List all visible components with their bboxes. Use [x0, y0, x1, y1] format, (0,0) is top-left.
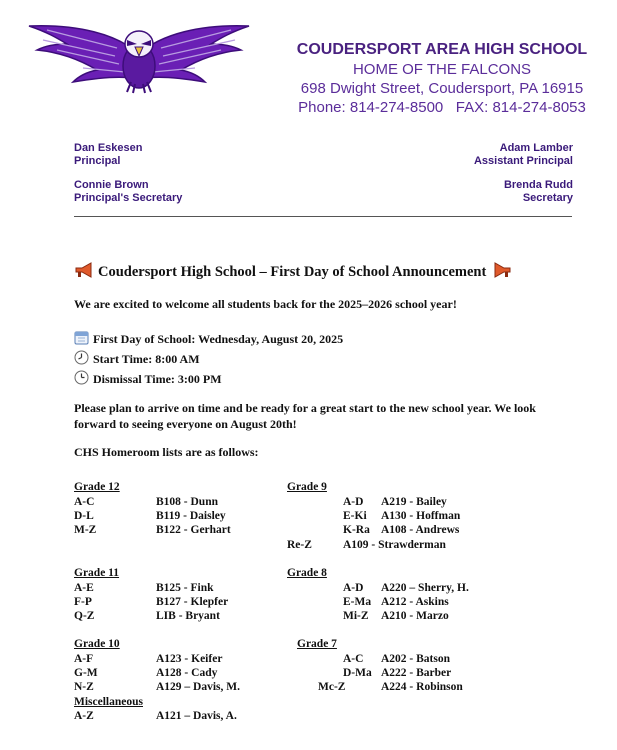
grade-8-room: A220 – Sherry, H.: [381, 582, 469, 594]
grade-10-range: G-M: [74, 667, 98, 679]
grade-9-heading: Grade 9: [287, 481, 327, 493]
arrival-paragraph-line-2: forward to seeing everyone on August 20th!: [74, 417, 297, 431]
grade-10-range: A-F: [74, 653, 94, 665]
grade-11-range: A-E: [74, 582, 94, 594]
miscellaneous-heading: Miscellaneous: [74, 696, 143, 708]
grade-11-room: B125 - Fink: [156, 582, 214, 594]
grade-7-room: A222 - Barber: [381, 667, 452, 679]
grade-9-room: A108 - Andrews: [381, 524, 460, 536]
grade-7-range: Mc-Z: [318, 681, 346, 693]
grade-9-room: A109 - Strawderman: [343, 539, 446, 551]
grade-10-heading: Grade 10: [74, 638, 120, 650]
grade-12-range: D-L: [74, 510, 94, 522]
arrival-paragraph-line-1: Please plan to arrive on time and be ready for a great start to the new school year. We look: [74, 401, 536, 415]
principal-secretary-block: [74, 179, 182, 205]
miscellaneous-range: A-Z: [74, 710, 94, 722]
grade-12-room: B119 - Daisley: [156, 510, 226, 522]
arrival-paragraph: [74, 400, 536, 432]
homeroom-intro: CHS Homeroom lists are as follows:: [74, 445, 259, 459]
secretary-block: [460, 179, 573, 205]
announcement-title: Coudersport High School – First Day of School Announcement: [98, 264, 487, 280]
grade-9-range: K-Ra: [343, 524, 370, 536]
grade-11-range: Q-Z: [74, 610, 95, 622]
clock-icon: [74, 350, 89, 365]
grade-7-heading: Grade 7: [297, 638, 337, 650]
assistant-principal-title: Assistant Principal: [473, 155, 573, 167]
school-header: [280, 40, 604, 117]
welcome-text: We are excited to welcome all students back for the 2025–2026 school year!: [74, 297, 457, 311]
school-contact: Phone: 814-274-8500 FAX: 814-274-8053: [298, 99, 586, 116]
grade-8-range: Mi-Z: [343, 610, 369, 622]
grade-10-room: A123 - Keifer: [156, 653, 223, 665]
grade-7-room: A224 - Robinson: [381, 681, 463, 693]
grade-8-range: A-D: [343, 582, 364, 594]
grade-12-room: B108 - Dunn: [156, 496, 218, 508]
principal-name: Dan Eskesen: [74, 142, 143, 154]
assistant-principal-block: [460, 142, 573, 168]
megaphone-icon: [74, 262, 94, 278]
megaphone-icon: [492, 262, 512, 278]
start-time-line: [74, 350, 200, 367]
grade-7-room: A202 - Batson: [381, 653, 451, 665]
grade-9-range: E-Ki: [343, 510, 367, 522]
grade-8-heading: Grade 8: [287, 567, 327, 579]
grade-9-room: A219 - Bailey: [381, 496, 447, 508]
grade-8-range: E-Ma: [343, 596, 372, 608]
school-name: COUDERSPORT AREA HIGH SCHOOL: [296, 41, 588, 58]
principal-secretary-title: Principal's Secretary: [74, 192, 183, 204]
start-time-text: Start Time: 8:00 AM: [93, 352, 200, 366]
dismissal-time-line: [74, 370, 222, 387]
grade-8-room: A212 - Askins: [381, 596, 449, 608]
grade-11-range: F-P: [74, 596, 92, 608]
school-address: 698 Dwight Street, Coudersport, PA 16915: [300, 80, 584, 97]
grade-12-heading: Grade 12: [74, 481, 120, 493]
grade-12-range: A-C: [74, 496, 95, 508]
grade-7-range: A-C: [343, 653, 364, 665]
grade-10-range: N-Z: [74, 681, 94, 693]
miscellaneous-room: A121 – Davis, A.: [156, 710, 237, 722]
grade-10-room: A128 - Cady: [156, 667, 218, 679]
clock-icon: [74, 370, 89, 385]
principal-secretary-name: Connie Brown: [74, 179, 149, 191]
grade-11-heading: Grade 11: [74, 567, 120, 579]
grade-11-room: B127 - Klepfer: [156, 596, 229, 608]
school-tagline: HOME OF THE FALCONS: [352, 61, 532, 78]
assistant-principal-name: Adam Lamber: [499, 142, 573, 154]
grade-12-range: M-Z: [74, 524, 97, 536]
grade-12-room: B122 - Gerhart: [156, 524, 231, 536]
falcon-logo: [27, 14, 251, 94]
calendar-icon: [74, 330, 89, 345]
principal-title: Principal: [74, 155, 121, 167]
grade-7-range: D-Ma: [343, 667, 372, 679]
grade-8-room: A210 - Marzo: [381, 610, 449, 622]
grade-10-room: A129 – Davis, M.: [156, 681, 241, 693]
principal-block: [74, 142, 142, 168]
grade-9-range: A-D: [343, 496, 364, 508]
secretary-name: Brenda Rudd: [503, 179, 573, 191]
header-divider: [74, 216, 572, 217]
grade-11-room: LIB - Bryant: [156, 610, 220, 622]
announcement-heading: [74, 262, 516, 281]
first-day-text: First Day of School: Wednesday, August 20, 2025: [93, 332, 344, 346]
first-day-line: [74, 330, 343, 347]
secretary-title: Secretary: [522, 192, 573, 204]
grade-9-range: Re-Z: [287, 539, 312, 551]
dismissal-time-text: Dismissal Time: 3:00 PM: [93, 372, 222, 386]
grade-9-room: A130 - Hoffman: [381, 510, 461, 522]
